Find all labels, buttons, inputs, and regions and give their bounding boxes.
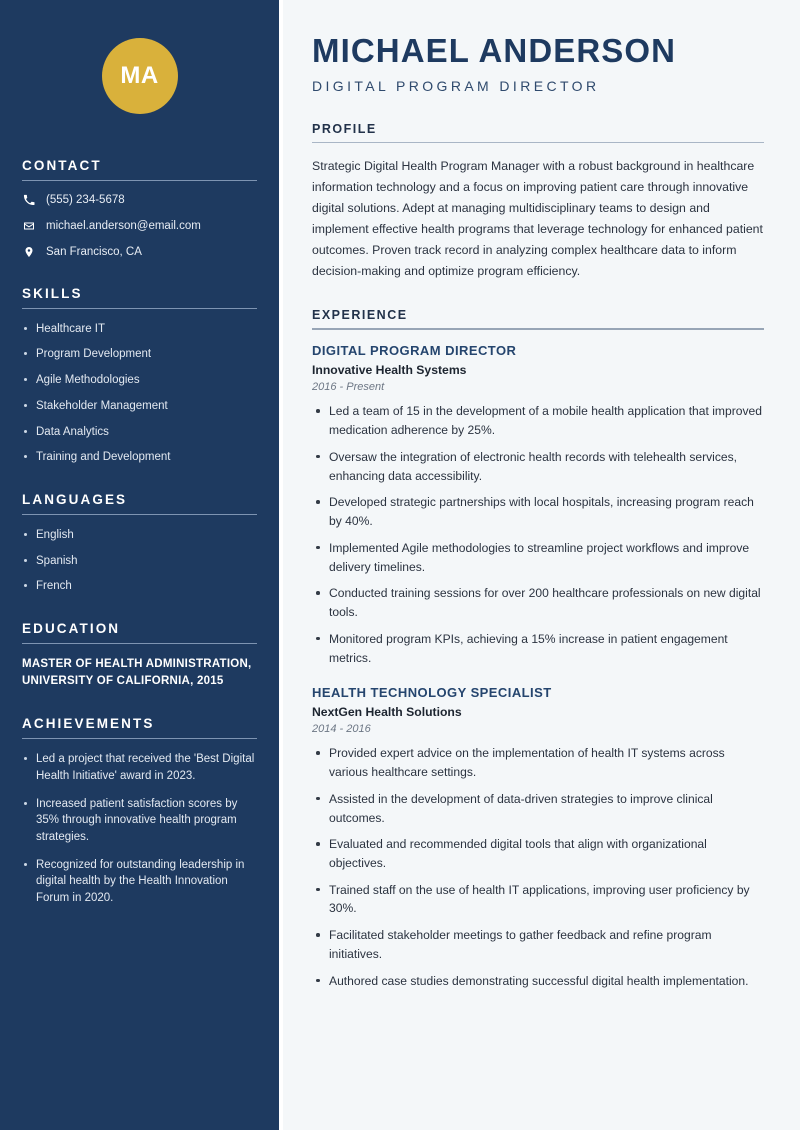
experience-divider — [312, 328, 764, 330]
list-item: Increased patient satisfaction scores by 35% through innovative health program strategies. — [22, 796, 257, 846]
profile-section — [312, 122, 764, 283]
list-item: Authored case studies demonstrating successful digital health implementation. — [312, 972, 764, 991]
list-item: Provided expert advice on the implementation of health IT systems across various healthcare settings. — [312, 744, 764, 781]
education-heading: EDUCATION — [22, 620, 121, 636]
skills-heading: SKILLS — [22, 285, 83, 301]
experience-heading: EXPERIENCE — [312, 308, 408, 323]
list-item: Led a project that received the 'Best Digital Health Initiative' award in 2023. — [22, 751, 257, 784]
list-item: Implemented Agile methodologies to streamline project workflows and improve delivery timelines. — [312, 539, 764, 576]
list-item: Monitored program KPIs, achieving a 15% increase in patient engagement metrics. — [312, 630, 764, 667]
list-item: Assisted in the development of data-driven strategies to improve clinical outcomes. — [312, 790, 764, 827]
languages-heading: LANGUAGES — [22, 491, 128, 507]
contact-divider — [22, 180, 257, 181]
list-item: Oversaw the integration of electronic health records with telehealth services, enhancing data accessibility. — [312, 448, 764, 485]
list-item: Stakeholder Management — [22, 398, 257, 415]
achievements-list — [22, 751, 257, 906]
contact-section — [22, 158, 257, 260]
avatar-container — [22, 0, 257, 158]
main-content — [279, 0, 800, 1130]
education-section — [22, 621, 257, 691]
experience-job-title: HEALTH TECHNOLOGY SPECIALIST — [312, 685, 552, 701]
list-item: Data Analytics — [22, 424, 257, 441]
list-item: Spanish — [22, 553, 257, 570]
list-item: Evaluated and recommended digital tools that align with organizational objectives. — [312, 835, 764, 872]
list-item: Agile Methodologies — [22, 372, 257, 389]
contact-item-email[interactable] — [22, 219, 257, 234]
achievements-section — [22, 716, 257, 906]
experience-entry — [312, 685, 764, 990]
languages-section — [22, 492, 257, 595]
list-item: Program Development — [22, 346, 257, 363]
experience-company: NextGen Health Solutions — [312, 705, 462, 720]
experience-section — [312, 308, 764, 990]
sidebar — [0, 0, 279, 1130]
achievements-divider — [22, 738, 257, 739]
job-subtitle: DIGITAL PROGRAM DIRECTOR — [312, 77, 600, 94]
list-item: Led a team of 15 in the development of a mobile health application that improved medication adherence by 25%. — [312, 402, 764, 439]
experience-bullet-list — [312, 402, 764, 667]
phone-icon — [22, 194, 35, 206]
contact-item-location[interactable] — [22, 245, 257, 260]
list-item: Recognized for outstanding leadership in digital health by the Health Innovation Forum in 2020. — [22, 857, 257, 907]
list-item: Training and Development — [22, 449, 257, 466]
contact-phone-value: (555) 234-5678 — [46, 194, 125, 206]
profile-divider — [312, 142, 764, 143]
list-item: Healthcare IT — [22, 321, 257, 338]
experience-job-title: DIGITAL PROGRAM DIRECTOR — [312, 343, 517, 359]
contact-email-value: michael.anderson@email.com — [46, 219, 201, 232]
list-item: French — [22, 578, 257, 595]
experience-bullet-list — [312, 744, 764, 990]
location-pin-icon — [22, 246, 35, 258]
education-divider — [22, 643, 257, 644]
experience-dates: 2014 - 2016 — [312, 723, 371, 736]
contact-location-value: San Francisco, CA — [46, 245, 142, 258]
skills-section — [22, 286, 257, 466]
experience-company: Innovative Health Systems — [312, 363, 467, 378]
avatar-initials: MA — [102, 38, 178, 114]
contact-heading: CONTACT — [22, 158, 102, 173]
achievements-heading: ACHIEVEMENTS — [22, 716, 155, 732]
list-item: English — [22, 527, 257, 544]
page-title: MICHAEL ANDERSON — [312, 32, 677, 69]
experience-dates: 2016 - Present — [312, 381, 385, 394]
profile-text: Strategic Digital Health Program Manager with a robust background in healthcare information technology and a focus on improving patient care through innovative digital solutions. Adept at managing multidisciplinary teams to design and implement effective health programs that leverage technology for enhanced patient outcomes. Proven track record in analyzing complex healthcare data to inform decision-making and optimize program efficiency. — [312, 158, 763, 279]
list-item: Developed strategic partnerships with local hospitals, increasing program reach by 40%. — [312, 493, 764, 530]
list-item: Trained staff on the use of health IT applications, improving user proficiency by 30%. — [312, 881, 764, 918]
skills-divider — [22, 308, 257, 309]
list-item: Facilitated stakeholder meetings to gather feedback and refine program initiatives. — [312, 926, 764, 963]
experience-entry — [312, 343, 764, 667]
contact-list — [22, 193, 257, 260]
languages-divider — [22, 514, 257, 515]
skills-list — [22, 321, 257, 466]
list-item: Conducted training sessions for over 200 healthcare professionals on new digital tools. — [312, 584, 764, 621]
email-icon — [22, 220, 35, 232]
contact-item-phone[interactable] — [22, 193, 257, 208]
education-entry: MASTER OF HEALTH ADMINISTRATION, UNIVERSITY OF CALIFORNIA, 2015 — [22, 657, 252, 688]
languages-list — [22, 527, 257, 595]
profile-heading: PROFILE — [312, 121, 377, 136]
